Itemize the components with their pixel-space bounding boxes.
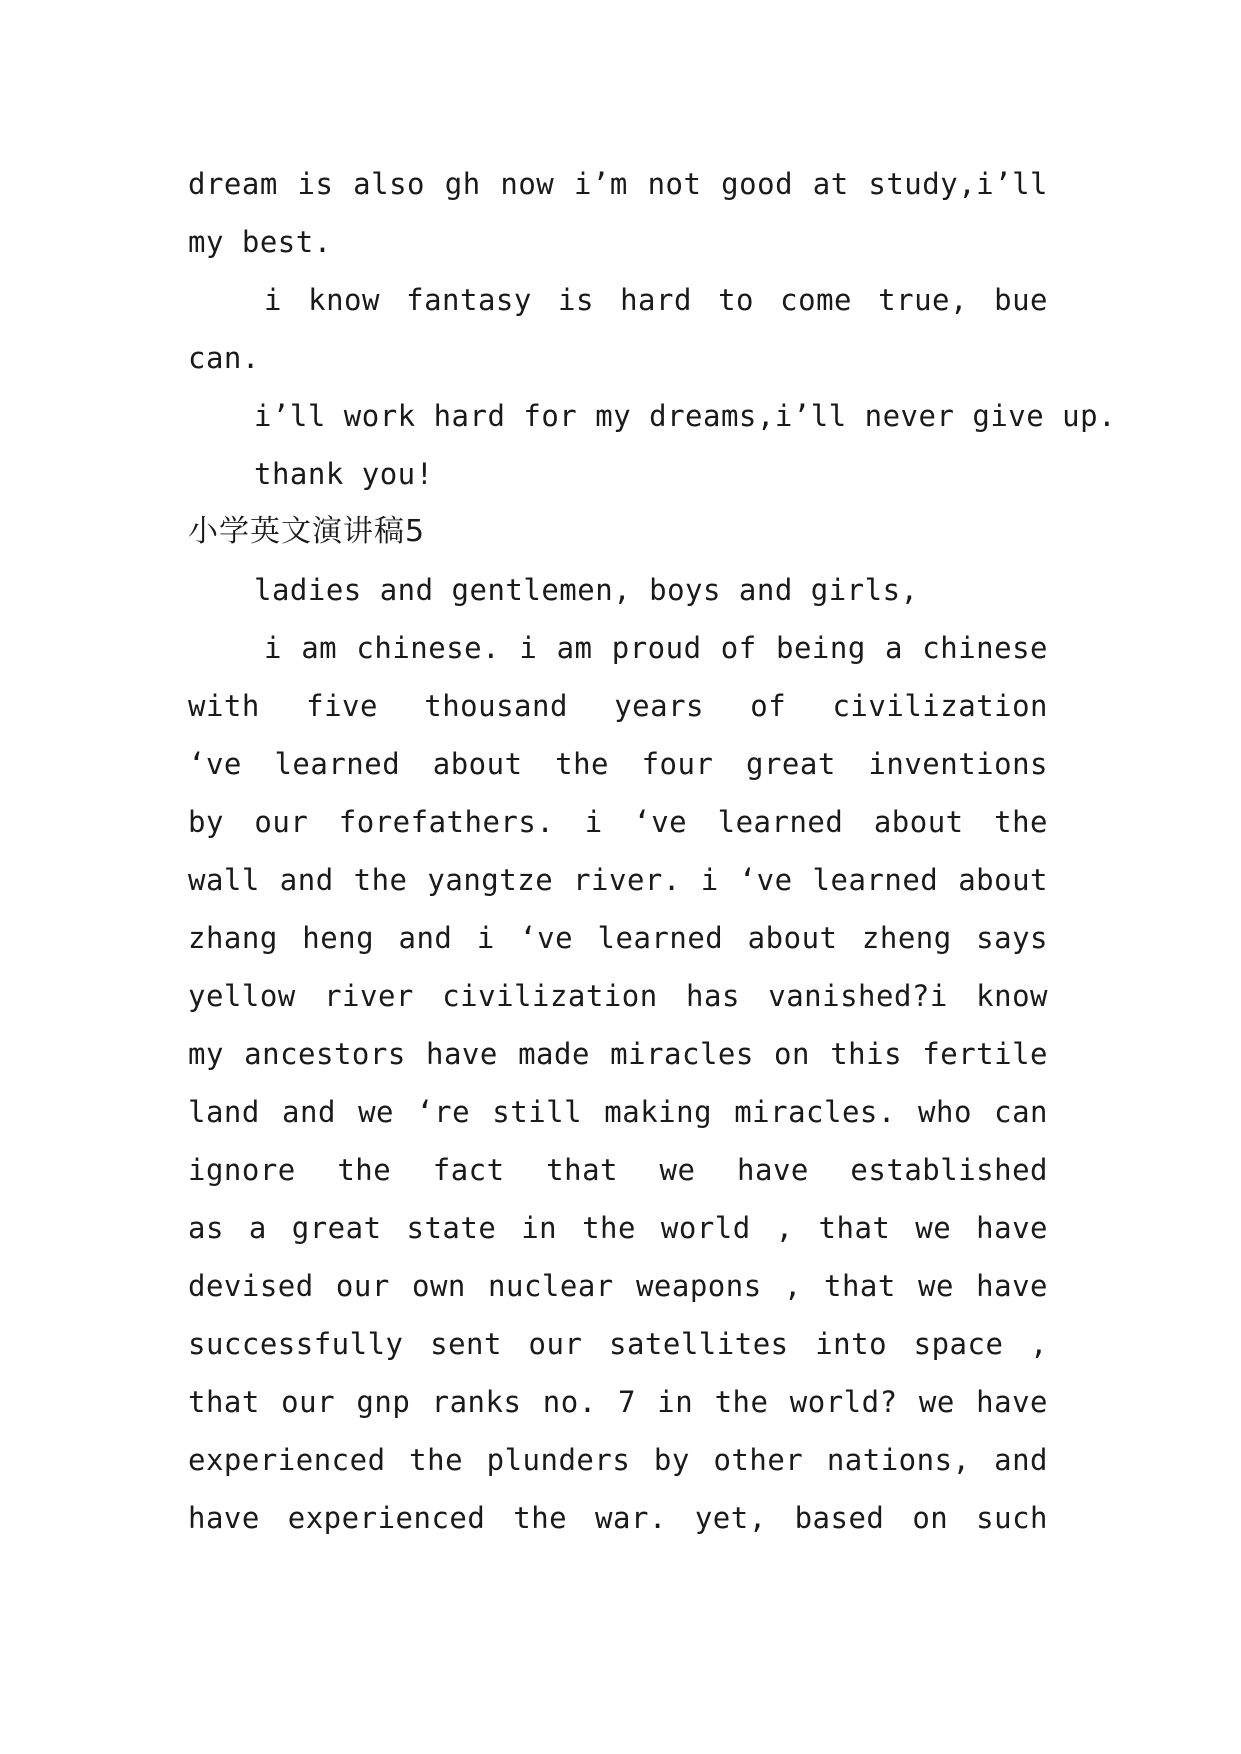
paragraph-line: thank you! xyxy=(254,457,434,491)
paragraph-line: ‘ve learned about the four great inventions xyxy=(188,747,1048,781)
paragraph-line: i’ll work hard for my dreams,i’ll never give up. xyxy=(254,399,1117,433)
paragraph-line: can. xyxy=(188,341,260,375)
paragraph-line: with five thousand years of civilization xyxy=(188,689,1048,723)
paragraph-line: successfully sent our satellites into space , xyxy=(188,1327,1048,1361)
paragraph-line: as a great state in the world , that we have xyxy=(188,1211,1048,1245)
paragraph-line: wall and the yangtze river. i ‘ve learned about xyxy=(188,863,1048,897)
paragraph-line: have experienced the war. yet, based on such xyxy=(188,1501,1048,1535)
paragraph-line: zhang heng and i ‘ve learned about zheng says xyxy=(188,921,1048,955)
paragraph-line: by our forefathers. i ‘ve learned about the xyxy=(188,805,1048,839)
document-page xyxy=(188,155,1117,1547)
paragraph-line: ignore the fact that we have established xyxy=(188,1153,1048,1187)
paragraph-line: that our gnp ranks no. 7 in the world? we have xyxy=(188,1385,1048,1419)
paragraph-line: land and we ‘re still making miracles. who can xyxy=(188,1095,1048,1129)
paragraph-line: dream is also gh now i’m not good at study,i’ll xyxy=(188,167,1048,201)
paragraph-line: i know fantasy is hard to come true, bue xyxy=(264,283,1048,317)
paragraph-line: my best. xyxy=(188,225,332,259)
paragraph-line: my ancestors have made miracles on this fertile xyxy=(188,1037,1048,1071)
paragraph-line: i am chinese. i am proud of being a chinese xyxy=(264,631,1048,665)
paragraph-line: experienced the plunders by other nations, and xyxy=(188,1443,1048,1477)
section-heading: 小学英文演讲稿5 xyxy=(188,514,426,549)
paragraph-line: ladies and gentlemen, boys and girls, xyxy=(254,573,919,607)
paragraph-line: yellow river civilization has vanished?i know xyxy=(188,979,1048,1013)
paragraph-line: devised our own nuclear weapons , that we have xyxy=(188,1269,1048,1303)
